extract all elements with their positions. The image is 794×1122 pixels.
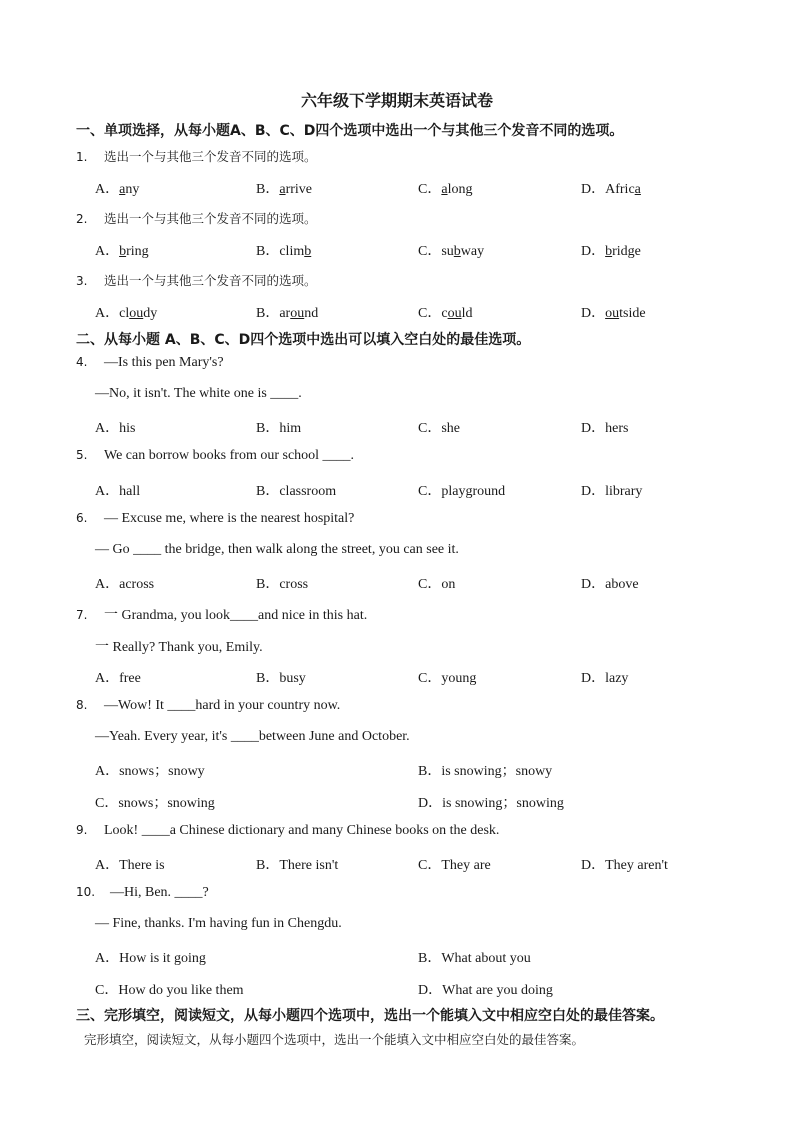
option[interactable]: C．along — [418, 182, 473, 197]
question-5: 5. We can borrow books from our school ____. — [76, 448, 355, 463]
question-4: 4. —Is this pen Mary's? — [76, 355, 224, 370]
option[interactable]: B．What about you — [418, 951, 531, 966]
option[interactable]: B．classroom — [256, 484, 337, 499]
option[interactable]: A．across — [95, 577, 155, 592]
option[interactable]: A．cloudy — [95, 306, 158, 321]
question-7: 7. 一 Grandma, you look____and nice in this hat. — [76, 608, 368, 623]
question-8-line-2: —Yeah. Every year, it's ____between June and October. — [95, 729, 410, 744]
option[interactable]: C．on — [418, 577, 456, 592]
option[interactable]: D．above — [581, 577, 639, 592]
cloze-instruction: 完形填空，阅读短文，从每小题四个选项中，选出一个能填入文中相应空白处的最佳答案。 — [84, 1032, 585, 1047]
option[interactable]: D．outside — [581, 306, 646, 321]
question-2: 2. 选出一个与其他三个发音不同的选项。 — [76, 211, 317, 226]
question-4-line-2: —No, it isn't. The white one is ____. — [95, 386, 302, 401]
option[interactable]: C．How do you like them — [95, 983, 244, 998]
option[interactable]: B．him — [256, 421, 302, 436]
question-8: 8. —Wow! It ____hard in your country now. — [76, 698, 341, 713]
page-title: 六年级下学期期末英语试卷 — [300, 91, 493, 110]
option[interactable]: D．They aren't — [581, 858, 668, 873]
option[interactable]: A．bring — [95, 244, 149, 259]
option[interactable]: D．hers — [581, 421, 629, 436]
option[interactable]: A．free — [95, 671, 141, 686]
option[interactable]: C．could — [418, 306, 473, 321]
question-6: 6. — Excuse me, where is the nearest hospital? — [76, 511, 355, 526]
question-3: 3. 选出一个与其他三个发音不同的选项。 — [76, 273, 317, 288]
option[interactable]: D．bridge — [581, 244, 641, 259]
option[interactable]: B．busy — [256, 671, 306, 686]
option[interactable]: D．is snowing；snowing — [418, 796, 564, 811]
section-2-heading: 二、从每小题 A、B、C、D四个选项中选出可以填入空白处的最佳选项。 — [76, 332, 531, 348]
question-7-line-2: 一 Really? Thank you, Emily. — [95, 640, 263, 655]
option[interactable]: A．his — [95, 421, 136, 436]
option[interactable]: C．she — [418, 421, 460, 436]
option[interactable]: C．snows；snowing — [95, 796, 215, 811]
section-1-heading: 一、单项选择，从每小题A、B、C、D四个选项中选出一个与其他三个发音不同的选项。 — [76, 123, 624, 139]
option[interactable]: D．What are you doing — [418, 983, 553, 998]
option[interactable]: C．subway — [418, 244, 485, 259]
option[interactable]: B．is snowing；snowy — [418, 764, 553, 779]
option[interactable]: D．lazy — [581, 671, 629, 686]
option[interactable]: A．How is it going — [95, 951, 206, 966]
option[interactable]: B．climb — [256, 244, 312, 259]
option[interactable]: B．around — [256, 306, 319, 321]
option[interactable]: D．library — [581, 484, 643, 499]
section-3-heading: 三、完形填空，阅读短文，从每小题四个选项中，选出一个能填入文中相应空白处的最佳答案。 — [76, 1008, 664, 1024]
option[interactable]: C．They are — [418, 858, 491, 873]
question-10: 10. —Hi, Ben. ____? — [76, 885, 209, 900]
option[interactable]: B．arrive — [256, 182, 312, 197]
question-6-line-2: — Go ____ the bridge, then walk along the street, you can see it. — [95, 542, 459, 557]
question-1: 1. 选出一个与其他三个发音不同的选项。 — [76, 149, 317, 164]
option[interactable]: B．There isn't — [256, 858, 339, 873]
option[interactable]: D．Africa — [581, 182, 641, 197]
option[interactable]: A．There is — [95, 858, 165, 873]
option[interactable]: A．hall — [95, 484, 141, 499]
option[interactable]: B．cross — [256, 577, 309, 592]
question-10-line-2: — Fine, thanks. I'm having fun in Chengdu. — [95, 916, 342, 931]
option[interactable]: A．any — [95, 182, 140, 197]
question-9: 9. Look! ____a Chinese dictionary and many Chinese books on the desk. — [76, 823, 500, 838]
option[interactable]: C．young — [418, 671, 477, 686]
option[interactable]: A．snows；snowy — [95, 764, 205, 779]
option[interactable]: C．playground — [418, 484, 506, 499]
